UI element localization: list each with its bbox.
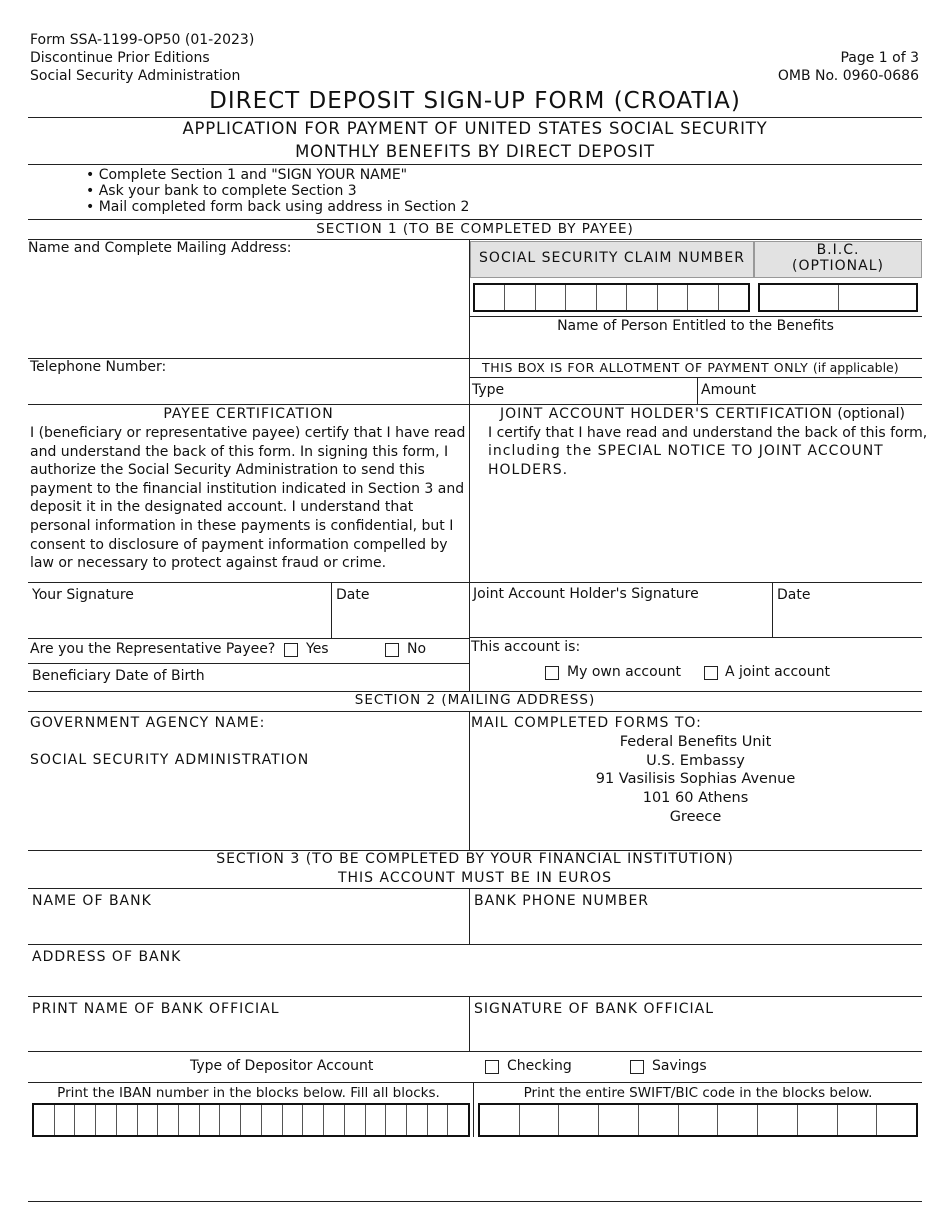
bank-name-field[interactable] — [30, 912, 466, 942]
instruction-2: • Ask your bank to complete Section 3 — [86, 183, 357, 199]
agency-name: Social Security Administration — [30, 68, 241, 84]
joint-cert-text-3: HOLDERS. — [488, 462, 569, 478]
instruction-3: • Mail completed form back using address in Section 2 — [86, 199, 470, 215]
joint-date-label: Date — [777, 587, 811, 603]
bank-address-field[interactable] — [30, 968, 920, 994]
rep-payee-yes-checkbox[interactable] — [284, 643, 298, 657]
form-title: DIRECT DEPOSIT SIGN-UP FORM (CROATIA) — [209, 88, 741, 114]
section1-heading: SECTION 1 (TO BE COMPLETED BY PAYEE) — [316, 221, 634, 237]
bank-phone-field[interactable] — [472, 912, 920, 942]
joint-cert-text-2: including the SPECIAL NOTICE TO JOINT ACCOUNT — [488, 443, 884, 459]
bic-label-line2: (OPTIONAL) — [792, 258, 884, 274]
joint-date-field[interactable] — [775, 606, 920, 636]
joint-cert-text-1: I certify that I have read and understand the back of this form, — [488, 425, 928, 441]
joint-cert-heading: JOINT ACCOUNT HOLDER'S CERTIFICATION (optional) — [500, 406, 906, 422]
checking-checkbox[interactable] — [485, 1060, 499, 1074]
checking-label: Checking — [507, 1058, 572, 1074]
agency-value: SOCIAL SECURITY ADMINISTRATION — [30, 752, 310, 768]
payee-cert-heading: PAYEE CERTIFICATION — [163, 406, 334, 422]
payee-cert-text: I (beneficiary or representative payee) certify that I have read and understand the back of this form. In signing this form, I authorize the Social Security Administration to send this payment to the financial institution indicated in Section 3 and deposit it in the designated account. I understand that personal information in these payments is confidential, but I consent to disclosure of payment information compelled by law or necessary to protect against fraud or crime. — [30, 425, 466, 572]
section3-heading: SECTION 3 (TO BE COMPLETED BY YOUR FINANCIAL INSTITUTION) — [216, 851, 734, 867]
rep-payee-no-checkbox[interactable] — [385, 643, 399, 657]
address-line-1: Federal Benefits Unit — [619, 734, 772, 750]
instruction-1: • Complete Section 1 and "SIGN YOUR NAME" — [86, 167, 408, 183]
amount-label: Amount — [701, 382, 757, 398]
your-signature-label: Your Signature — [32, 587, 134, 603]
my-own-account-checkbox[interactable] — [545, 666, 559, 680]
your-signature-field[interactable] — [30, 606, 328, 636]
bank-address-label: ADDRESS OF BANK — [32, 949, 182, 965]
savings-checkbox[interactable] — [630, 1060, 644, 1074]
ssn-boxes[interactable] — [473, 283, 750, 312]
euros-note: THIS ACCOUNT MUST BE IN EUROS — [337, 870, 613, 886]
your-date-field[interactable] — [334, 606, 466, 636]
section2-heading: SECTION 2 (MAILING ADDRESS) — [354, 692, 596, 708]
rep-payee-yes-label: Yes — [306, 641, 329, 657]
iban-instruction: Print the IBAN number in the blocks below. Fill all blocks. — [57, 1085, 440, 1101]
official-signature-label: SIGNATURE OF BANK OFFICIAL — [474, 1001, 714, 1017]
page-number: Page 1 of 3 — [840, 50, 919, 66]
swift-boxes[interactable] — [478, 1103, 918, 1137]
name-address-label: Name and Complete Mailing Address: — [28, 240, 292, 256]
swift-instruction: Print the entire SWIFT/BIC code in the blocks below. — [523, 1085, 873, 1101]
depositor-type-label: Type of Depositor Account — [190, 1058, 374, 1074]
form-id: Form SSA-1199-OP50 (01-2023) — [30, 32, 255, 48]
bank-name-label: NAME OF BANK — [32, 893, 152, 909]
account-is-label: This account is: — [471, 639, 581, 655]
address-line-5: Greece — [669, 809, 722, 825]
ssn-label: SOCIAL SECURITY CLAIM NUMBER — [479, 250, 745, 266]
allotment-label: THIS BOX IS FOR ALLOTMENT OF PAYMENT ONLY (if applicable) — [482, 360, 899, 375]
official-signature-field[interactable] — [472, 1020, 920, 1048]
beneficiary-dob-label: Beneficiary Date of Birth — [32, 668, 205, 684]
subtitle-line2: MONTHLY BENEFITS BY DIRECT DEPOSIT — [295, 142, 655, 161]
bic-boxes[interactable] — [758, 283, 918, 312]
joint-signature-label: Joint Account Holder's Signature — [473, 586, 699, 602]
joint-account-label: A joint account — [725, 664, 830, 680]
telephone-label: Telephone Number: — [30, 359, 167, 375]
official-name-label: PRINT NAME OF BANK OFFICIAL — [32, 1001, 280, 1017]
mail-to-label: MAIL COMPLETED FORMS TO: — [471, 715, 702, 731]
address-line-2: U.S. Embassy — [646, 753, 745, 769]
official-name-field[interactable] — [30, 1020, 466, 1048]
rep-payee-no-label: No — [407, 641, 427, 657]
address-line-3: 91 Vasilisis Sophias Avenue — [595, 771, 796, 787]
bank-phone-label: BANK PHONE NUMBER — [474, 893, 650, 909]
name-address-field[interactable] — [30, 258, 466, 356]
joint-account-checkbox[interactable] — [704, 666, 718, 680]
bic-label-line1: B.I.C. — [816, 242, 860, 258]
my-own-account-label: My own account — [567, 664, 681, 680]
your-date-label: Date — [336, 587, 370, 603]
type-label: Type — [472, 382, 505, 398]
joint-signature-field[interactable] — [471, 605, 769, 635]
agency-label: GOVERNMENT AGENCY NAME: — [30, 715, 266, 731]
savings-label: Savings — [652, 1058, 707, 1074]
rep-payee-question: Are you the Representative Payee? — [30, 641, 276, 657]
subtitle-line1: APPLICATION FOR PAYMENT OF UNITED STATES SOCIAL SECURITY — [182, 119, 768, 138]
discontinue-note: Discontinue Prior Editions — [30, 50, 210, 66]
entitled-label: Name of Person Entitled to the Benefits — [557, 318, 834, 334]
address-line-4: 101 60 Athens — [642, 790, 749, 806]
iban-boxes[interactable] — [32, 1103, 470, 1137]
omb-number: OMB No. 0960-0686 — [777, 68, 919, 84]
